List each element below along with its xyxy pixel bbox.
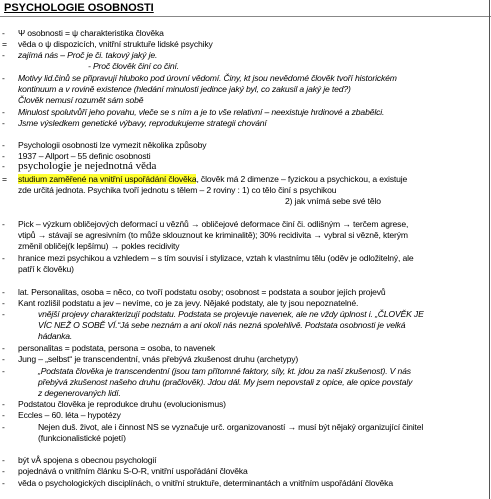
text-line: změnil obličej(k lepšímu) → pokles recidivity: [18, 241, 180, 251]
text-line: Psychologii osobnosti lze vymezit několika způsoby: [18, 140, 207, 150]
text-line: hádanka.: [38, 331, 73, 341]
text-line: Motivy lid.činů se připravují hluboko pod úrovní vědomí. Činy, kt jsou nevědomé člověk tvoří historickém: [18, 73, 397, 83]
text-line: Podstatou člověka je reprodukce druhu (evolucionismus): [18, 399, 226, 409]
text-line: lat. Personalitas, osoba = něco, co tvoří podstatu osoby; osobnost = podstata a soubor jejích projevů: [18, 287, 386, 297]
text-line: 2) jak vnímá sebe své tělo: [285, 196, 381, 206]
text-line: Pick – výzkum obličejových deformací u vězňů → obličejové deformace činí či. odlišným → terčem agrese,: [18, 219, 409, 229]
text-line: pojednává o vnitřním článku S-O-R, vnitřní uspořádání člověka: [18, 466, 248, 476]
text-line: přebývá zkušenost našeho druhu (pračlověk). Jdou dál. My jsem nepovstali z opice, ale opice povstaly: [38, 377, 413, 387]
list-marker: -: [2, 253, 5, 263]
text-line: Nejen duš. život, ale i činnost NS se vyznačuje urč. organizovaností → musí být nějaký organizující činitel: [38, 422, 424, 432]
text-line: věda o psychologických disciplínách, o vnitřní struktuře, determinantách a vnitřním uspořádání člověka: [18, 478, 393, 488]
text-line: zde určitá jednota. Psychika tvoří jednotu s tělem – 2 roviny : 1) co tělo činí s psychikou: [18, 185, 337, 195]
text-line: „Podstata člověka je transcendentní (jsou tam přítomné faktory, síly, kt. jdou za naší zkušenost). V nás: [38, 366, 411, 376]
page-edge: [489, 0, 490, 499]
text-line: VÍC NEŽ O SOBĚ VÍ.“Já sebe neznám a ani okolí nás nezná spolehlivě. Podstata osobnosti je velká: [38, 320, 406, 330]
list-marker: -: [2, 50, 5, 60]
list-marker: -: [2, 107, 5, 117]
text-line: Eccles – 60. léta – hypotézy: [18, 410, 121, 420]
text-line: vnější projevy charakterizují podstatu. Podstata se projevuje navenek, ale ne vždy úplnost i. „ČLOVĚK JE: [38, 309, 424, 319]
text-line: 1937 – Allport – 55 definic osobnosti: [18, 151, 151, 161]
list-marker: -: [2, 298, 5, 308]
text-line: Ψ osobnosti = ψ charakteristika člověka: [18, 28, 164, 38]
list-marker: =: [2, 39, 7, 49]
text-line: Kant rozlišil podstatu a jev – nevíme, co je za jevy. Nějaké podstaty, ale ty jsou nepoznatelné.: [18, 298, 359, 308]
text-line: zajímá nás – Proč je či. takový jaký je.: [18, 50, 158, 60]
text-line: vtipů → stávají se agresivním (to může sklouznout ke kriminalitě); 30% recidivita → vybral si vězně, kterým: [18, 230, 408, 240]
text-span: , člověk má 2 dimenze – fyzickou a psychickou, a existuje: [196, 174, 408, 184]
page-title: PSYCHOLOGIE OSOBNOSTI: [4, 2, 154, 14]
text-line: patří k člověku): [18, 264, 74, 274]
list-marker: -: [2, 478, 5, 488]
list-marker: -: [2, 140, 5, 150]
text-line: věda o ψ dispozicích, vnitřní struktuře lidské psychiky: [18, 39, 213, 49]
text-line: Člověk nemusí rozumět sám sobě: [18, 95, 144, 105]
list-marker: -: [2, 28, 5, 38]
list-marker: -: [2, 410, 5, 420]
list-marker: -: [2, 73, 5, 83]
text-line: Minulost spolutvůří jeho povahu, vleče se s ním a je to vše relativní – neexistuje hrdinové a zbabělci.: [18, 107, 385, 117]
list-marker: -: [2, 309, 5, 319]
text-line: z degenerovaných lidí.: [38, 388, 121, 398]
list-marker: -: [2, 161, 5, 171]
text-line: [18, 174, 407, 184]
text-line: hranice mezi psychikou a vzhledem – s tím souvisí i stylizace, vztah k vlastnímu tělu (oděv je odložitelný, ale: [18, 253, 414, 263]
list-marker: -: [2, 455, 5, 465]
list-marker: -: [2, 343, 5, 353]
list-marker: -: [2, 287, 5, 297]
list-marker: -: [2, 354, 5, 364]
text-line: Jsme výsledkem genetické výbavy, reprodukujeme strategii chování: [18, 118, 267, 128]
list-marker: -: [2, 422, 5, 432]
text-line: personalitas = podstata, persona = osoba, to navenek: [18, 343, 216, 353]
text-line: Jung – „selbst“ je transcendentní, vnás přebývá zkušenost druhu (archetypy): [18, 354, 299, 364]
title-rule: [0, 16, 491, 17]
text-line: psychologie je nejednotná věda: [18, 160, 157, 172]
list-marker: -: [2, 466, 5, 476]
highlighted-text: studium zaměřené na vnitřní uspořádání člověka: [18, 174, 197, 184]
text-line: kontinuum a v rovině existence (hledání minulosti jedince jaký byl, co zakusil a jaký je ted?): [18, 84, 351, 94]
list-marker: -: [2, 118, 5, 128]
text-line: (funkcionalistické pojetí): [38, 433, 126, 443]
list-marker: =: [2, 174, 7, 184]
text-line: být vÅ spojena s obecnou psychologií: [18, 455, 157, 465]
list-marker: -: [2, 366, 5, 376]
text-line: - Proč člověk činí co činí.: [88, 61, 179, 71]
list-marker: -: [2, 399, 5, 409]
list-marker: -: [2, 151, 5, 161]
list-marker: -: [2, 219, 5, 229]
